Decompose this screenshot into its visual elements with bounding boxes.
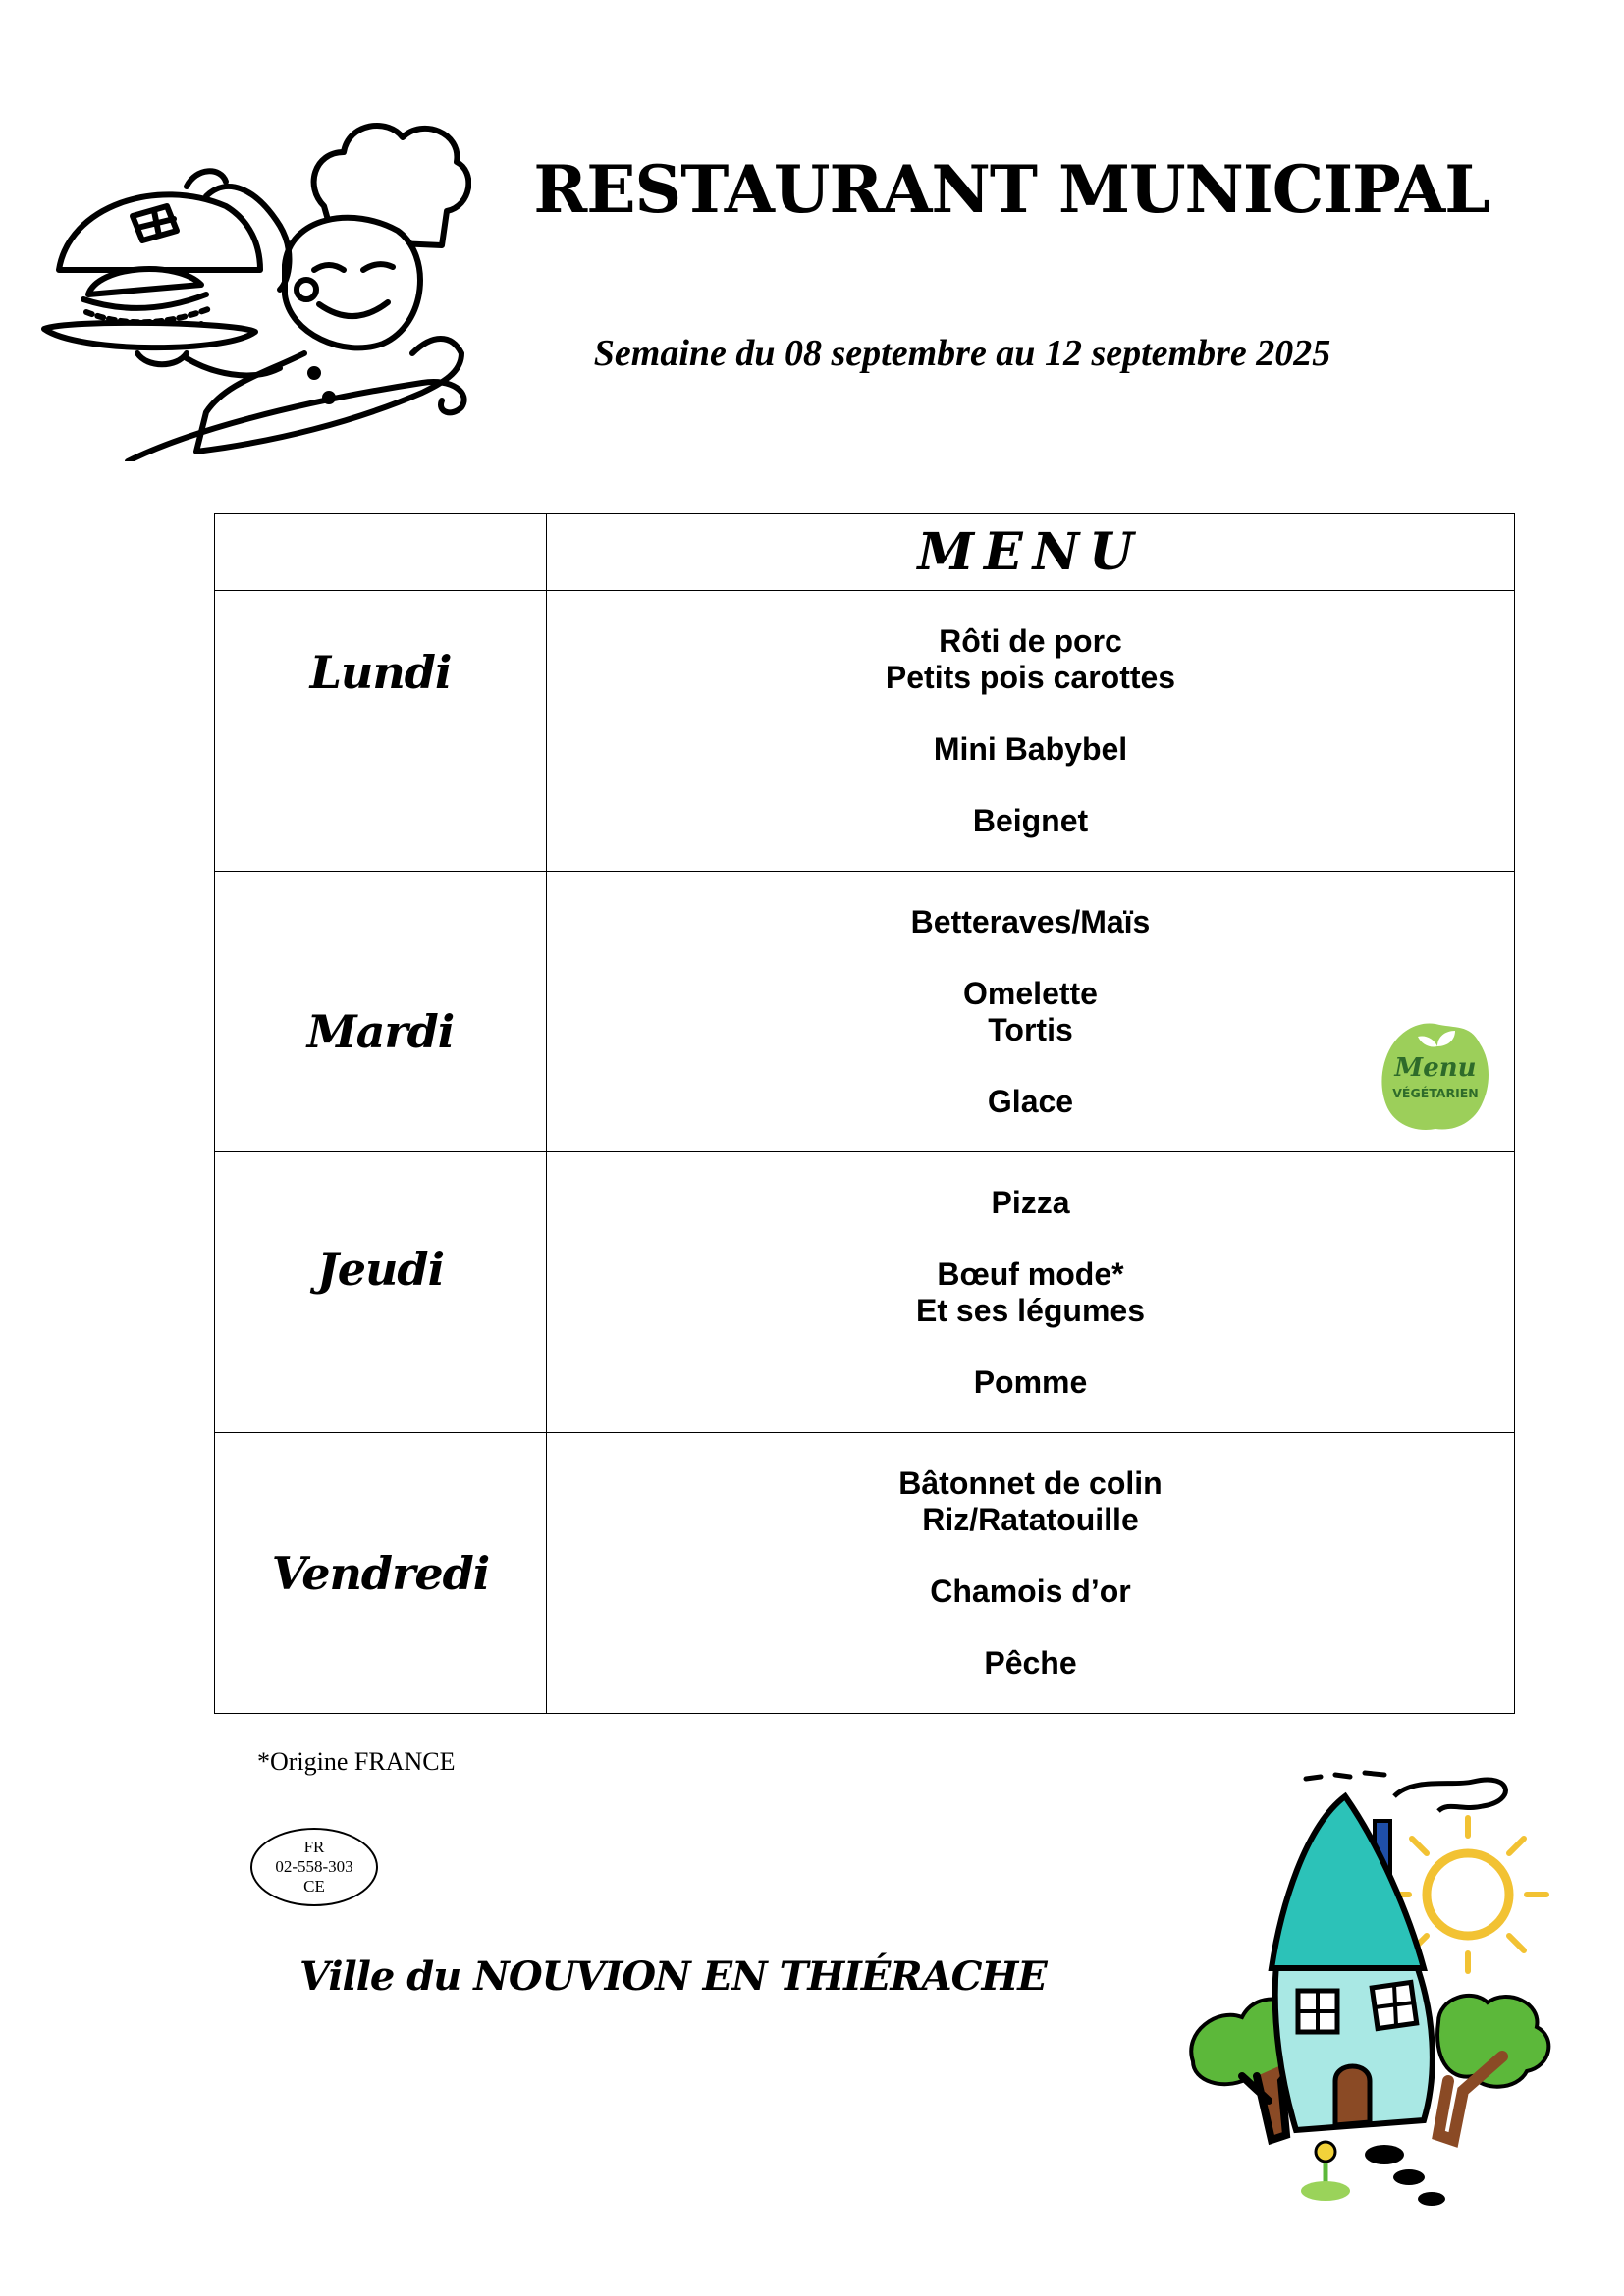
meal-item: Betteraves/Maïs: [910, 903, 1151, 939]
meal-item: Mini Babybel: [933, 730, 1128, 767]
meal-cell: [547, 591, 1515, 872]
empty-header-cell: [215, 514, 547, 591]
sanitary-stamp: [250, 1828, 378, 1906]
meal-item: Omelette: [963, 975, 1098, 1011]
stamp-line: FR: [303, 1838, 325, 1856]
meal-item: Tortis: [988, 1011, 1073, 1047]
menu-row-lundi: [215, 591, 1515, 872]
badge-text-vegetarien: VÉGÉTARIEN: [1392, 1086, 1479, 1100]
meal-item: Petits pois carottes: [885, 659, 1176, 695]
meal-item: Riz/Ratatouille: [922, 1501, 1139, 1537]
stamp-line: 02-558-303: [275, 1857, 353, 1876]
menu-header-row: [215, 514, 1515, 591]
meal-item: Pomme: [973, 1363, 1088, 1400]
origin-note: *Origine FRANCE: [257, 1747, 456, 1776]
meal-item: Bâtonnet de colin: [898, 1465, 1163, 1501]
week-subtitle: Semaine du 08 septembre au 12 septembre 2025: [593, 333, 1331, 374]
menu-row-mardi: [215, 872, 1515, 1152]
meal-item: Rôti de porc: [939, 622, 1122, 659]
meal-cell: [547, 1433, 1515, 1714]
menu-row-vendredi: [215, 1433, 1515, 1714]
menu-table: [214, 513, 1515, 1714]
meal-item: Glace: [987, 1083, 1074, 1119]
meal-item: Pêche: [984, 1644, 1077, 1681]
page-title: RESTAURANT MUNICIPAL: [533, 151, 1489, 228]
vegetarian-menu-badge-icon: [1377, 1019, 1494, 1137]
meal-cell: [547, 1152, 1515, 1433]
badge-text-menu: Menu: [1394, 1053, 1477, 1083]
meal-item: Et ses légumes: [916, 1292, 1145, 1328]
house-with-sun-and-trees-icon: [1188, 1767, 1561, 2209]
chef-illustration-icon: [39, 59, 471, 461]
day-label: Vendredi: [215, 1433, 547, 1714]
town-name: Ville du NOUVION EN THIÉRACHE: [299, 1953, 1047, 2000]
menu-row-jeudi: [215, 1152, 1515, 1433]
menu-heading: MENU: [547, 514, 1515, 591]
meal-item: Pizza: [991, 1184, 1070, 1220]
day-label: Lundi: [215, 591, 547, 872]
stamp-line: CE: [303, 1877, 325, 1896]
meal-item: Chamois d’or: [930, 1573, 1131, 1609]
meal-item: Beignet: [972, 802, 1089, 838]
meal-cell: [547, 872, 1515, 1152]
day-label: Mardi: [215, 872, 547, 1152]
meal-item: Bœuf mode*: [937, 1255, 1124, 1292]
day-label: Jeudi: [215, 1152, 547, 1433]
